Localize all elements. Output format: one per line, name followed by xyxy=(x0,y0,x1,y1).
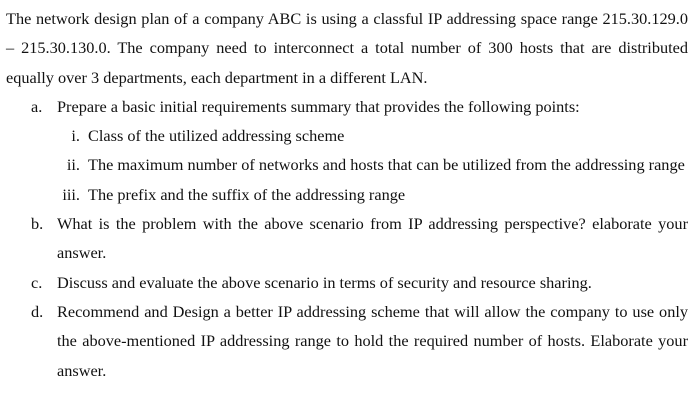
question-d xyxy=(6,297,688,385)
question-a-i-marker: i. xyxy=(71,126,80,146)
question-a-ii-text: The maximum number of networks and hosts that can be utilized from the addressing range xyxy=(88,155,685,175)
question-c-marker: c. xyxy=(31,272,43,292)
question-a-text: Prepare a basic initial requirements summary that provides the following points: xyxy=(57,96,580,116)
question-c-text: Discuss and evaluate the above scenario in terms of security and resource sharing. xyxy=(57,272,592,292)
question-a-i-text: Class of the utilized addressing scheme xyxy=(88,126,345,146)
question-a-i xyxy=(6,121,688,150)
question-a-iii xyxy=(6,180,688,209)
question-a-iii-text: The prefix and the suffix of the addressing range xyxy=(88,184,406,204)
question-a-iii-marker: iii. xyxy=(62,184,80,204)
question-d-marker: d. xyxy=(31,301,44,321)
question-a-marker: a. xyxy=(31,96,43,116)
scenario-paragraph: The network design plan of a company ABC is using a classful IP addressing space range 215.30.129.0 – 215.30.130.0. The company need to interconnect a total number of 300 hosts that are distributed equally over 3 departments, each department in a different LAN. xyxy=(6,9,688,87)
question-b-text: What is the problem with the above scenario from IP addressing perspective? elaborate your answer. xyxy=(57,214,688,263)
question-b-marker: b. xyxy=(31,214,44,234)
question-b xyxy=(6,209,688,268)
question-a-ii xyxy=(6,150,688,179)
question-c xyxy=(6,268,688,297)
question-d-text: Recommend and Design a better IP addressing scheme that will allow the company to use only the above-mentioned IP addressing range to hold the required number of hosts. Elaborate your answer. xyxy=(57,301,688,380)
question-a-ii-marker: ii. xyxy=(66,155,80,175)
question-a xyxy=(6,92,688,121)
